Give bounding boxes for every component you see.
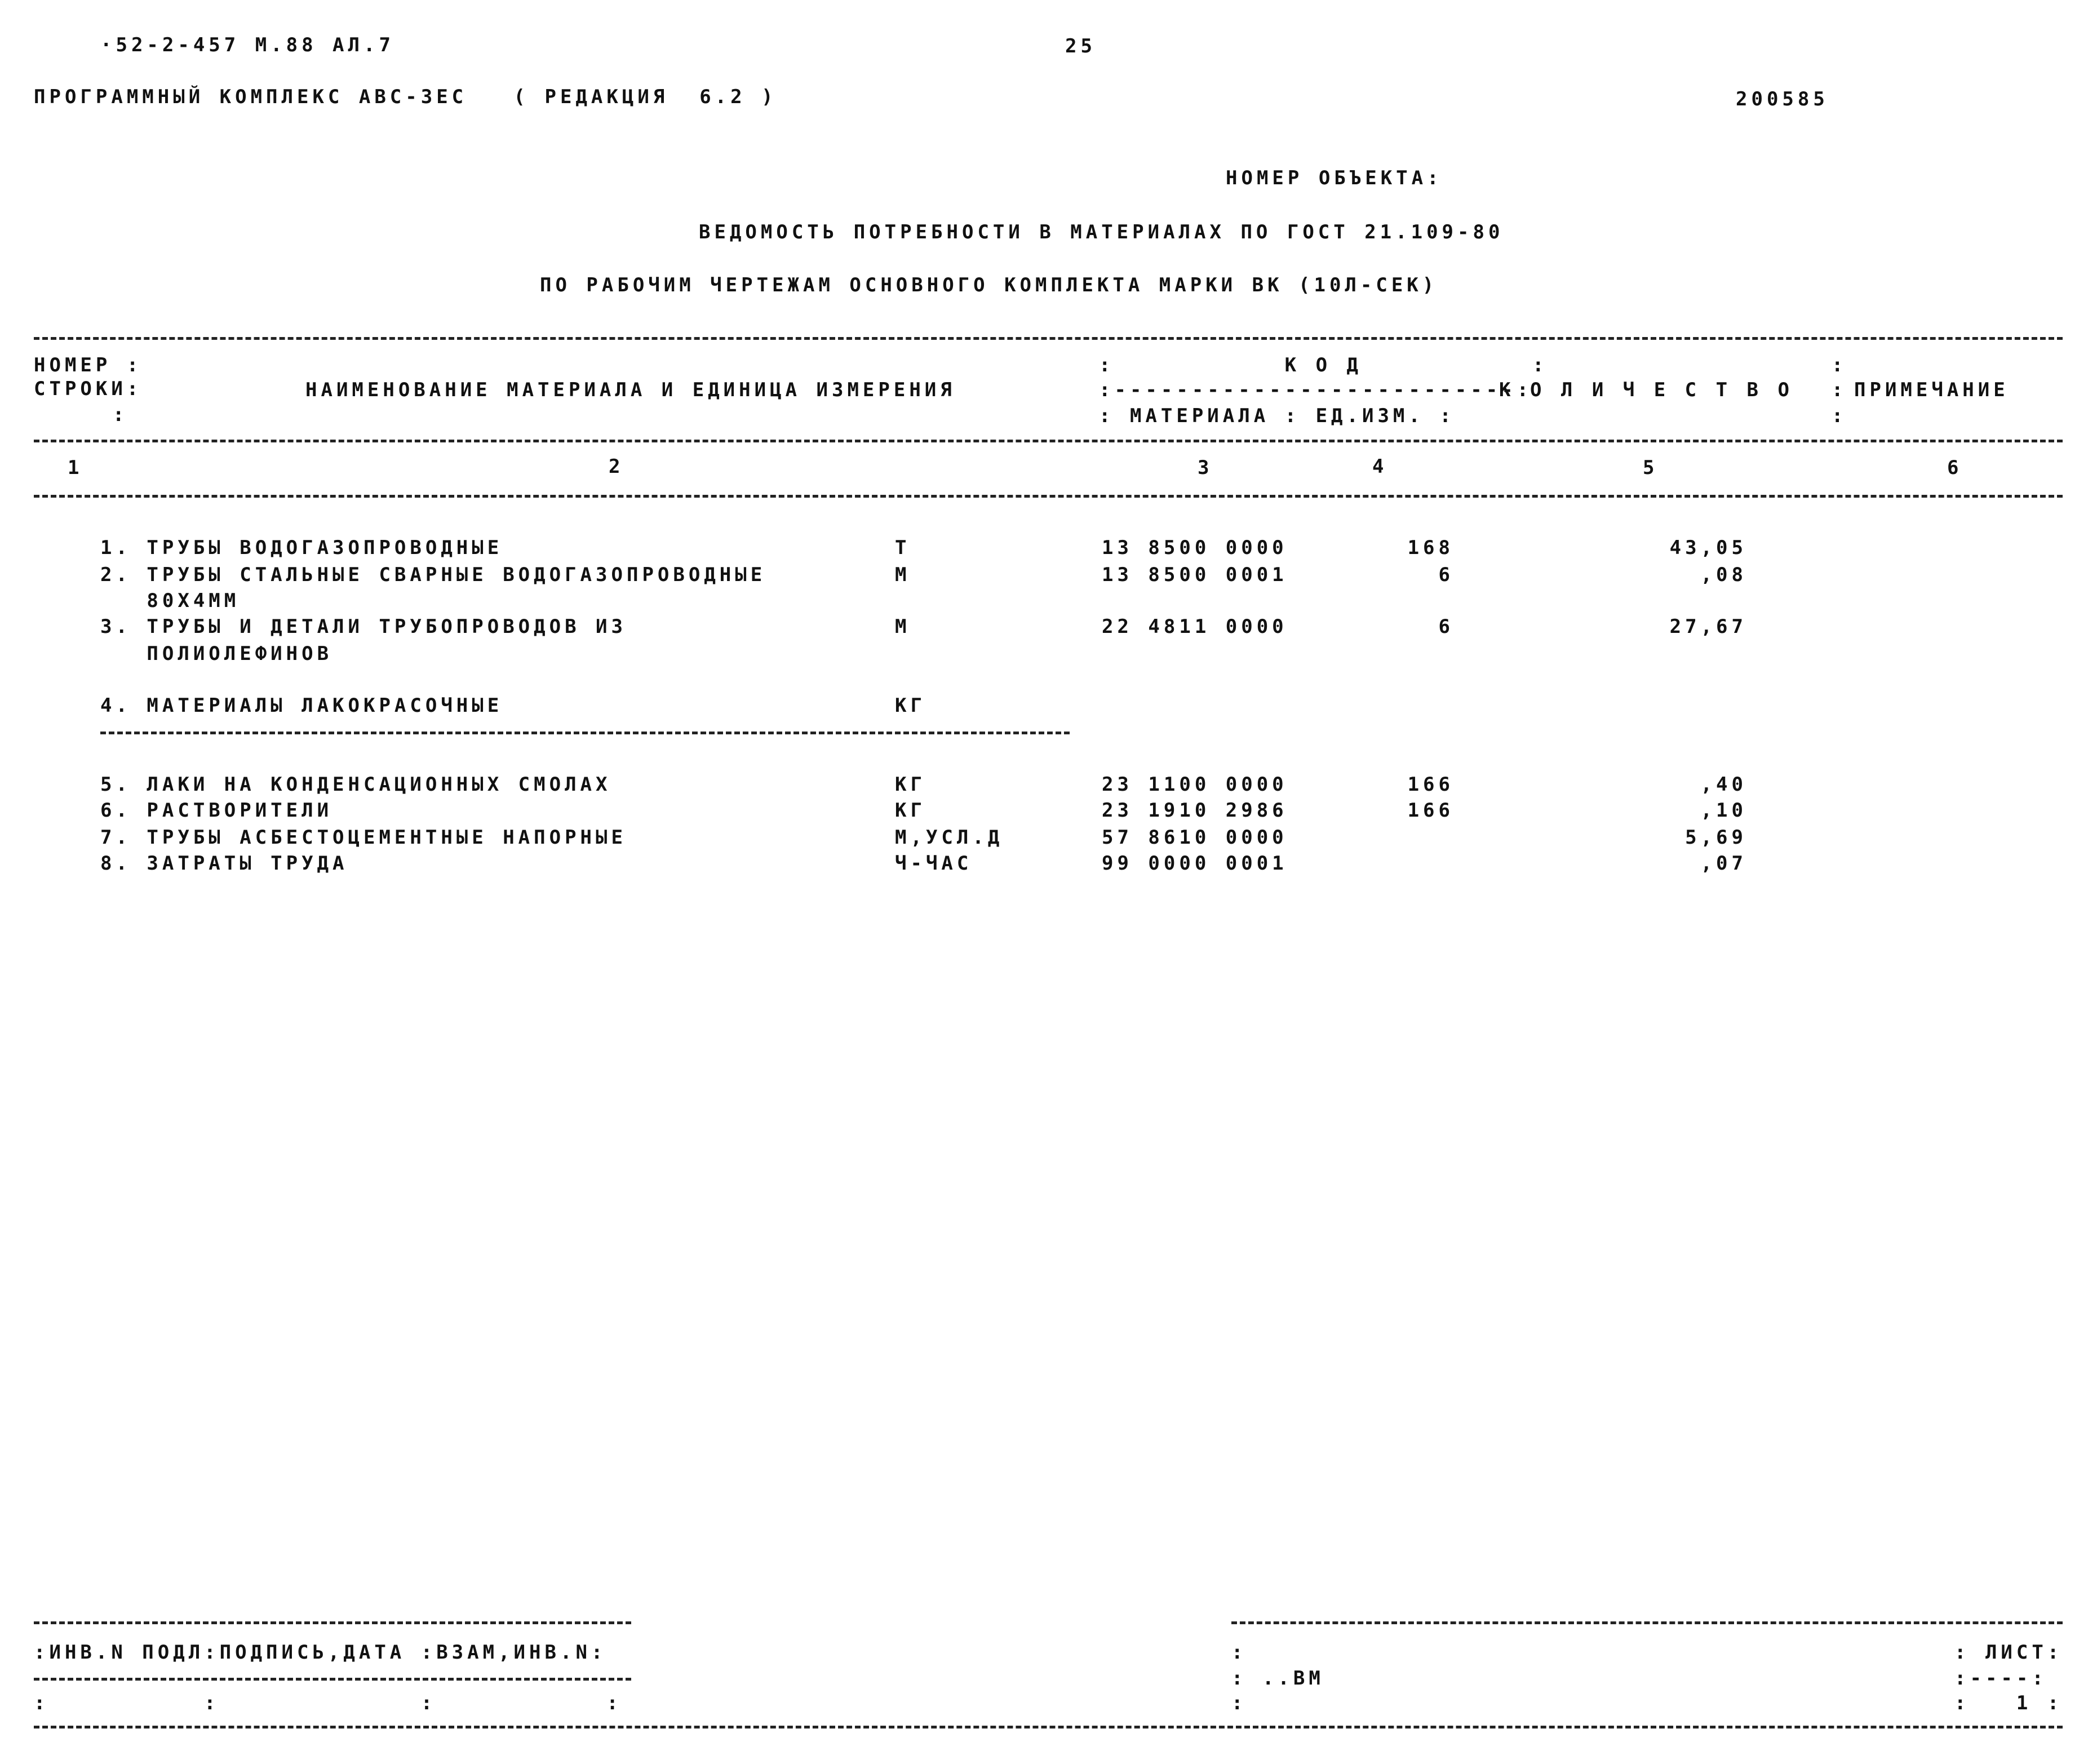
header-code-group: : К О Д : bbox=[1099, 354, 1548, 376]
table-row-name: 3. ТРУБЫ И ДЕТАЛИ ТРУБОПРОВОДОВ ИЗ bbox=[100, 615, 627, 638]
table-row-quantity: ,40 bbox=[1700, 773, 1747, 796]
table-row-name-continued: 80Х4ММ bbox=[100, 590, 240, 612]
table-row-unit: М bbox=[895, 564, 911, 586]
table-row-unit-code: 6 bbox=[1438, 615, 1454, 638]
table-row-code: 22 4811 0000 bbox=[1102, 615, 1288, 638]
header-material-name: НАИМЕНОВАНИЕ МАТЕРИАЛА И ЕДИНИЦА ИЗМЕРЕНИЯ bbox=[305, 379, 956, 401]
page-number: 25 bbox=[1065, 35, 1096, 57]
header-code-divider: :--------------------------: bbox=[1099, 379, 1533, 401]
table-row-name: 5. ЛАКИ НА КОНДЕНСАЦИОННЫХ СМОЛАХ bbox=[100, 773, 611, 796]
table-row-code: 57 8610 0000 bbox=[1102, 826, 1288, 849]
table-row-quantity: ,08 bbox=[1700, 564, 1747, 586]
stamp-header: :ИНВ.N ПОДЛ:ПОДПИСЬ,ДАТА :ВЗАМ,ИНВ.N: bbox=[34, 1641, 607, 1664]
table-row-code: 99 0000 0001 bbox=[1102, 852, 1288, 875]
table-row-code: 23 1100 0000 bbox=[1102, 773, 1288, 796]
col-number-4: 4 bbox=[1372, 455, 1388, 478]
col-number-1: 1 bbox=[68, 456, 83, 479]
table-row-name: 2. ТРУБЫ СТАЛЬНЫЕ СВАРНЫЕ ВОДОГАЗОПРОВОДНЫЕ bbox=[100, 564, 766, 586]
table-row-code: 23 1910 2986 bbox=[1102, 799, 1288, 822]
header-bottom-rule bbox=[34, 495, 2063, 498]
page-subtitle: ПО РАБОЧИМ ЧЕРТЕЖАМ ОСНОВНОГО КОМПЛЕКТА МАРКИ ВК (10Л-СЕК) bbox=[540, 274, 1438, 296]
col-number-2: 2 bbox=[609, 455, 624, 478]
table-row-name-continued: ПОЛИОЛЕФИНОВ bbox=[100, 642, 333, 665]
header-row-number-line3: : bbox=[113, 404, 128, 426]
table-row-code: 13 8500 0000 bbox=[1102, 537, 1288, 559]
sheet-number: : 1 : bbox=[1954, 1692, 2063, 1714]
table-row-quantity: ,07 bbox=[1700, 852, 1747, 875]
title-block-sep-top: : bbox=[1231, 1641, 1247, 1664]
sheet-label: : ЛИСТ: bbox=[1954, 1641, 2063, 1664]
table-row-unit: КГ bbox=[895, 799, 926, 822]
page-title: ВЕДОМОСТЬ ПОТРЕБНОСТИ В МАТЕРИАЛАХ ПО ГОСТ 21.109-80 bbox=[699, 221, 1504, 243]
title-block-designation: : ..ВМ bbox=[1231, 1667, 1324, 1690]
table-top-rule bbox=[34, 337, 2063, 340]
table-row-quantity: ,10 bbox=[1700, 799, 1747, 822]
table-row-name: 7. ТРУБЫ АСБЕСТОЦЕМЕНТНЫЕ НАПОРНЫЕ bbox=[100, 826, 627, 849]
table-row-unit: М bbox=[895, 615, 911, 638]
header-quantity: К О Л И Ч Е С Т В О bbox=[1499, 379, 1793, 401]
table-row-unit-code: 6 bbox=[1438, 564, 1454, 586]
header-row-number-line1: НОМЕР : bbox=[34, 354, 143, 376]
object-number-label: НОМЕР ОБЪЕКТА: bbox=[1226, 167, 1443, 189]
program-line: ПРОГРАММНЫЙ КОМПЛЕКС АВС-ЗЕС ( РЕДАКЦИЯ 6.2 ) bbox=[34, 86, 777, 108]
document-code: ·52-2-457 М.88 АЛ.7 bbox=[100, 34, 394, 56]
table-row-name: 4. МАТЕРИАЛЫ ЛАКОКРАСОЧНЫЕ bbox=[100, 694, 503, 717]
table-row-quantity: 27,67 bbox=[1669, 615, 1747, 638]
table-row-unit-code: 166 bbox=[1407, 799, 1454, 822]
table-row-unit-code: 166 bbox=[1407, 773, 1454, 796]
table-row-unit: Ч-ЧАС bbox=[895, 852, 973, 875]
header-mid-rule bbox=[34, 440, 2063, 442]
table-row-quantity: 5,69 bbox=[1685, 826, 1747, 849]
table-row-name: 6. РАСТВОРИТЕЛИ bbox=[100, 799, 333, 822]
col-number-5: 5 bbox=[1643, 456, 1659, 479]
table-row-name: 1. ТРУБЫ ВОДОГАЗОПРОВОДНЫЕ bbox=[100, 537, 503, 559]
table-row-quantity: 43,05 bbox=[1669, 537, 1747, 559]
table-row-unit: Т bbox=[895, 537, 911, 559]
header-quantity-sep-top: : bbox=[1832, 354, 1847, 376]
header-note: ПРИМЕЧАНИЕ bbox=[1854, 379, 2009, 401]
stamp-top-rule bbox=[34, 1621, 631, 1624]
table-row-unit: КГ bbox=[895, 694, 926, 717]
table-row-unit: М,УСЛ.Д bbox=[895, 826, 1004, 849]
code-right: 200585 bbox=[1736, 88, 1829, 110]
stamp-row: : : : : bbox=[34, 1692, 622, 1714]
table-row-unit-code: 168 bbox=[1407, 537, 1454, 559]
header-code-sub: : МАТЕРИАЛА : ЕД.ИЗМ. : bbox=[1099, 405, 1455, 427]
title-block-top-rule bbox=[1231, 1621, 2063, 1624]
sheet-divider: :----: bbox=[1954, 1667, 2047, 1690]
table-row-name: 8. ЗАТРАТЫ ТРУДА bbox=[100, 852, 348, 875]
table-row-unit: КГ bbox=[895, 773, 926, 796]
header-quantity-sep-bot: : bbox=[1832, 405, 1847, 427]
table-row-code: 13 8500 0001 bbox=[1102, 564, 1288, 586]
title-block-sep-bottom: : bbox=[1231, 1692, 1247, 1714]
footer-bottom-rule bbox=[34, 1726, 2063, 1728]
col-number-6: 6 bbox=[1947, 456, 1963, 479]
header-row-number-line2: СТРОКИ: bbox=[34, 378, 143, 400]
stamp-mid-rule bbox=[34, 1678, 631, 1681]
col-number-3: 3 bbox=[1198, 456, 1213, 479]
section-underline bbox=[100, 732, 1070, 734]
header-quantity-sep-mid: : bbox=[1832, 379, 1847, 401]
